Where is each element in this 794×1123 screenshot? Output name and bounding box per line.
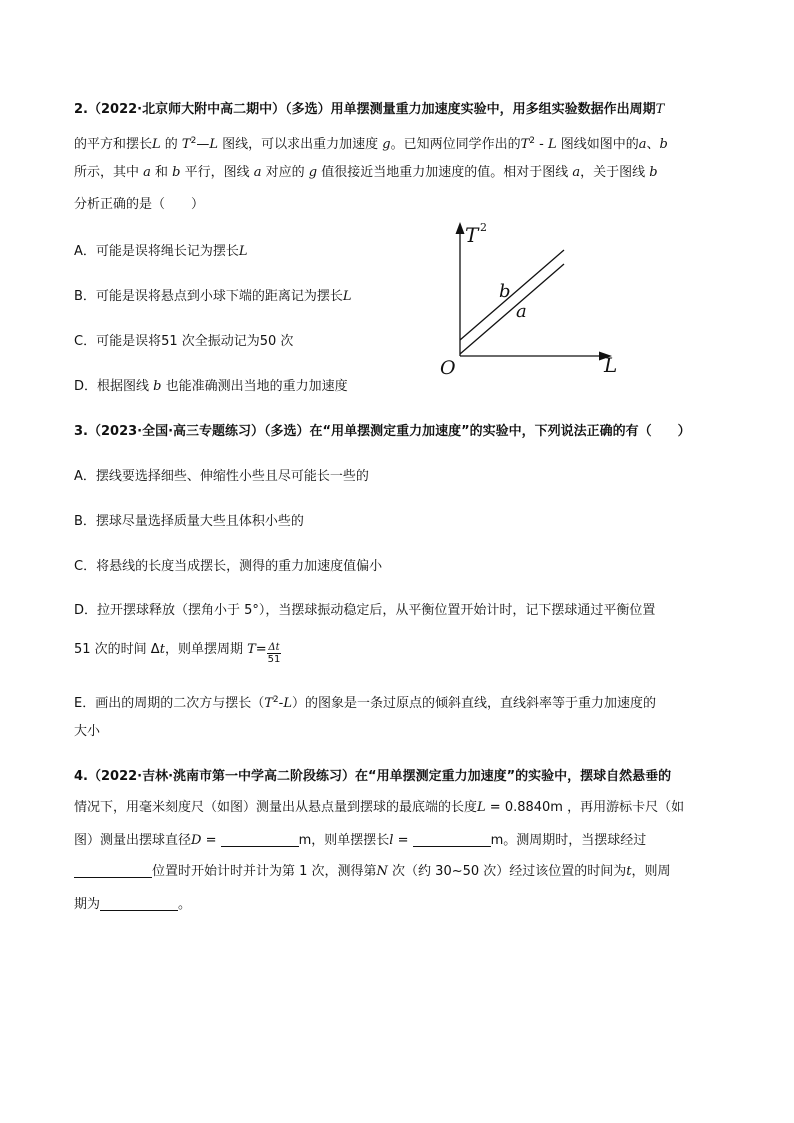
q3-option-e-text: E．画出的周期的二次方与摆长（ xyxy=(74,696,265,711)
q2-text: 所示，其中 xyxy=(74,165,144,180)
q3-option-d-line1[interactable]: D．拉开摆球释放（摆角小于 5°），当摆球振动稳定后，从平衡位置开始计时，记下摆球通过平衡位置 xyxy=(74,603,656,618)
t2-l-graph xyxy=(436,218,626,378)
q4-text: = xyxy=(201,833,221,848)
q4-text: m，则单摆摆长 xyxy=(298,833,390,848)
q3-option-e-line1[interactable] xyxy=(74,690,656,714)
origin-label: O xyxy=(440,357,456,378)
q2-option-d[interactable] xyxy=(74,377,348,397)
q3-fraction xyxy=(267,642,282,665)
q2-var-b: b xyxy=(659,137,668,152)
q2-var-b: b xyxy=(172,165,181,180)
q2-text: 、 xyxy=(646,137,660,152)
q4-text: 图）测量出摆球直径 xyxy=(74,833,192,848)
y-axis-label-sup: 2 xyxy=(480,221,487,234)
q4-text: = xyxy=(393,833,413,848)
q3-option-a[interactable]: A．摆线要选择细些、伸缩性小些且尽可能长一些的 xyxy=(74,469,369,484)
q3-var-t: t xyxy=(159,642,165,657)
q2-text: 和 xyxy=(150,165,173,180)
q2-var-b: b xyxy=(649,165,658,180)
q3-option-b[interactable]: B．摆球尽量选择质量大些且体积小些的 xyxy=(74,514,304,529)
q3-option-d-text: ，则单摆周期 xyxy=(164,642,248,657)
q4-text: 。 xyxy=(178,897,192,912)
q2-stem-line3 xyxy=(74,163,658,183)
x-axis-label: L xyxy=(604,353,618,377)
q2-var-g: g xyxy=(308,165,318,180)
q4-var-l: l xyxy=(389,833,394,848)
q2-text: 。已知两位同学作出的 xyxy=(390,137,521,152)
q3-fraction-numerator: Δt xyxy=(268,642,280,653)
q2-stem-text: 2.（2022·北京师大附中高二期中）（多选）用单摆测量重力加速度实验中，用多组实验数据作出周期 xyxy=(74,102,656,117)
q4-text: = 0.8840m ，再用游标卡尺（如 xyxy=(485,800,685,815)
q4-stem-text: 4.（2022·吉林·洮南市第一中学高二阶段练习）在“用单摆测定重力加速度”的实验中，摆球自然悬垂的 xyxy=(74,769,672,784)
q3-option-d-line2[interactable] xyxy=(74,640,281,665)
q2-option-d-text: 也能准确测出当地的重力加速度 xyxy=(161,379,348,394)
q2-var-a: a xyxy=(638,137,647,152)
line-a xyxy=(460,264,564,354)
q4-text: 位置时开始计时并计为第 1 次，测得第 xyxy=(152,864,377,879)
q2-var-b: b xyxy=(153,379,162,394)
q3-var-T: T xyxy=(247,642,256,657)
q2-var-L: L xyxy=(152,137,161,152)
q2-text: — xyxy=(196,137,210,152)
q2-var-L: L xyxy=(238,244,248,259)
q2-text: 图线如图中的 xyxy=(556,137,639,152)
q4-stem-line4 xyxy=(74,862,671,882)
q3-stem-text: 3.（2023·全国·高三专题练习）（多选）在“用单摆测定重力加速度”的实验中，下列说法正确的有（ ） xyxy=(74,424,691,439)
q2-option-a-text: A．可能是误将绳长记为摆长 xyxy=(74,244,239,259)
q4-text: m。测周期时，当摆球经过 xyxy=(490,833,647,848)
line-a-label: a xyxy=(516,301,527,322)
q2-sup: 2 xyxy=(529,136,535,146)
q2-var-a: a xyxy=(572,165,581,180)
q4-stem-line1 xyxy=(74,767,671,787)
q4-text: 情况下，用毫米刻度尺（如图）测量出从悬点量到摆球的最底端的长度 xyxy=(74,800,478,815)
y-axis-label: T xyxy=(465,223,479,247)
line-b xyxy=(460,250,564,340)
q2-text: 对应的 xyxy=(261,165,309,180)
q2-sup: 2 xyxy=(190,136,197,146)
q2-text: ，关于图线 xyxy=(580,165,650,180)
answer-blank-period[interactable] xyxy=(100,896,178,911)
q2-text: - xyxy=(534,137,548,152)
answer-blank-diameter[interactable] xyxy=(221,832,299,847)
q4-stem-line3 xyxy=(74,831,646,851)
q3-option-e-text: - xyxy=(278,696,284,711)
line-b-label: b xyxy=(499,281,511,302)
q2-text: 的 xyxy=(160,137,182,152)
q2-var-g: g xyxy=(382,137,391,152)
q2-var-L: L xyxy=(209,137,218,152)
q2-stem-line2 xyxy=(74,131,668,155)
q2-option-a[interactable] xyxy=(74,242,248,262)
q2-var-T: T xyxy=(181,137,191,152)
q2-var-a: a xyxy=(253,165,262,180)
q2-text: 图线，可以求出重力加速度 xyxy=(217,137,383,152)
q3-option-d-text: = xyxy=(255,642,267,657)
q4-var-t: t xyxy=(626,864,632,879)
q2-stem-line4: 分析正确的是（ ） xyxy=(74,197,205,212)
q3-stem xyxy=(74,422,691,442)
q3-option-c[interactable]: C．将悬线的长度当成摆长，测得的重力加速度值偏小 xyxy=(74,559,383,574)
q4-text: 期为 xyxy=(74,897,101,912)
q2-var-L: L xyxy=(547,137,557,152)
answer-blank-position[interactable] xyxy=(74,863,152,878)
q3-fraction-denominator: 51 xyxy=(267,654,281,665)
q2-text: 平行，图线 xyxy=(180,165,254,180)
q2-var-T: T xyxy=(655,102,665,117)
q3-option-e-text: ）的图象是一条过原点的倾斜直线，直线斜率等于重力加速度的 xyxy=(291,696,656,711)
q4-stem-line2 xyxy=(74,798,684,818)
q4-var-N: N xyxy=(376,864,388,879)
answer-blank-length[interactable] xyxy=(413,832,491,847)
q2-var-L: L xyxy=(342,289,352,304)
q2-var-a: a xyxy=(143,165,151,180)
q2-var-T: T xyxy=(520,137,530,152)
q3-sup: 2 xyxy=(272,695,279,705)
y-axis-arrow-icon xyxy=(456,222,465,234)
q4-var-L: L xyxy=(477,800,486,815)
q4-text: 次（约 30~50 次）经过该位置的时间为 xyxy=(387,864,627,879)
q2-option-b-text: B．可能是误将悬点到小球下端的距离记为摆长 xyxy=(74,289,343,304)
q3-option-e-line2: 大小 xyxy=(74,724,101,739)
q4-stem-line5 xyxy=(74,895,191,915)
q3-option-d-text: 51 次的时间 Δ xyxy=(74,642,160,657)
q4-var-D: D xyxy=(191,833,202,848)
q2-option-d-text: D．根据图线 xyxy=(74,379,154,394)
q2-text: 值很接近当地重力加速度的值。相对于图线 xyxy=(317,165,573,180)
q2-option-c[interactable]: C．可能是误将51 次全振动记为50 次 xyxy=(74,334,294,349)
q3-var-T: T xyxy=(264,696,273,711)
q2-option-b[interactable] xyxy=(74,287,352,307)
q2-stem-line1 xyxy=(74,100,664,120)
q2-text: 的平方和摆长 xyxy=(74,137,153,152)
q4-text: ，则周 xyxy=(631,864,671,879)
q3-var-L: L xyxy=(283,696,292,711)
